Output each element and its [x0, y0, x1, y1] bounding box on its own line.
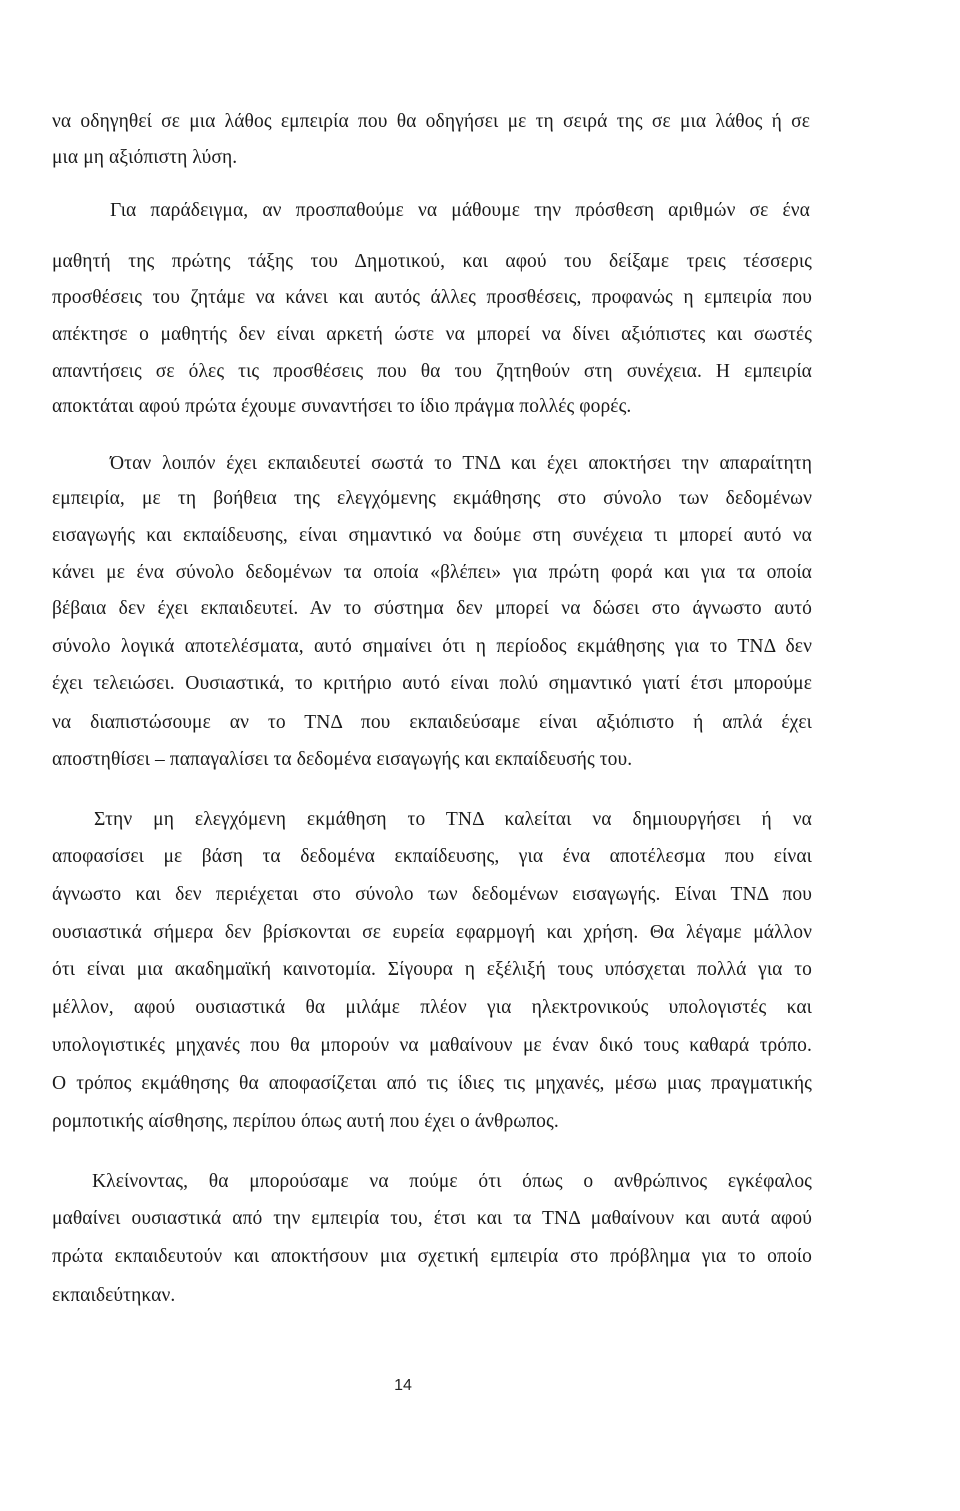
text-line: Στην μη ελεγχόμενη εκμάθηση το ΤΝΔ καλείται να δημιουργήσει ή να — [94, 809, 812, 830]
text-line: προσθέσεις του ζητάμε να κάνει και αυτός άλλες προσθέσεις, προφανώς η εμπειρία που — [52, 287, 812, 308]
text-line: αποστηθίσει – παπαγαλίσει τα δεδομένα εισαγωγής και εκπαίδευσής του. — [52, 749, 633, 770]
text-line: κάνει με ένα σύνολο δεδομένων τα οποία «βλέπει» για πρώτη φορά και για τα οποία — [52, 562, 812, 583]
text-line: μια μη αξιόπιστη λύση. — [52, 147, 238, 168]
text-line: Κλείνοντας, θα μπορούσαμε να πούμε ότι όπως ο ανθρώπινος εγκέφαλος — [92, 1171, 812, 1192]
page-number: 14 — [394, 1377, 412, 1394]
text-line: άγνωστο και δεν περιέχεται στο σύνολο των δεδομένων εισαγωγής. Είναι ΤΝΔ που — [52, 884, 812, 905]
text-line: να διαπιστώσουμε αν το ΤΝΔ που εκπαιδεύσαμε είναι αξιόπιστο ή απλά έχει — [52, 712, 812, 733]
text-line: υπολογιστικές μηχανές που θα μπορούν να μαθαίνουν με έναν δικό τους καθαρά τρόπο. — [52, 1035, 812, 1056]
text-line: εκπαιδεύτηκαν. — [52, 1285, 176, 1306]
text-line: Ο τρόπος εκμάθησης θα αποφασίζεται από τις ίδιες τις μηχανές, μέσω μιας πραγματικής — [52, 1073, 812, 1094]
text-line: εισαγωγής και εκπαίδευσης, είναι σημαντικό να δούμε στη συνέχεια τι μπορεί αυτό να — [52, 525, 812, 546]
text-line: ουσιαστικά σήμερα δεν βρίσκονται σε ευρεία εφαρμογή και χρήση. Θα λέγαμε μάλλον — [52, 922, 812, 943]
text-line: έχει τελειώσει. Ουσιαστικά, το κριτήριο αυτό είναι πολύ σημαντικό γιατί έτσι μπορούμε — [52, 673, 812, 694]
text-line: βέβαια δεν έχει εκπαιδευτεί. Αν το σύστημα δεν μπορεί να δώσει στο άγνωστο αυτό — [52, 598, 812, 619]
text-line: Όταν λοιπόν έχει εκπαιδευτεί σωστά το ΤΝΔ και έχει αποκτήσει την απαραίτητη — [110, 453, 812, 474]
text-line: μαθαίνει ουσιαστικά από την εμπειρία του, έτσι και τα ΤΝΔ μαθαίνουν και αυτά αφού — [52, 1208, 812, 1229]
text-line: σύνολο λογικά αποτελέσματα, αυτό σημαίνει ότι η περίοδος εκμάθησης για το ΤΝΔ δεν — [52, 636, 812, 657]
text-line: ρομποτικής αίσθησης, περίπου όπως αυτή που έχει ο άνθρωπος. — [52, 1111, 559, 1132]
text-line: να οδηγηθεί σε μια λάθος εμπειρία που θα οδηγήσει με τη σειρά της σε μια λάθος ή σε — [52, 111, 810, 132]
text-line: απέκτησε ο μαθητής δεν είναι αρκετή ώστε να μπορεί να δίνει αξιόπιστες και σωστές — [52, 324, 812, 345]
text-line: ότι είναι μια ακαδημαϊκή καινοτομία. Σίγουρα η εξέλιξή τους υπόσχεται πολλά για το — [52, 959, 812, 980]
text-line: απαντήσεις σε όλες τις προσθέσεις που θα του ζητηθούν στη συνέχεια. Η εμπειρία — [52, 361, 812, 382]
text-line: μέλλον, αφού ουσιαστικά θα μιλάμε πλέον για ηλεκτρονικούς υπολογιστές και — [52, 997, 812, 1018]
text-line: εμπειρία, με τη βοήθεια της ελεγχόμενης εκμάθησης στο σύνολο των δεδομένων — [52, 488, 812, 509]
text-line: πρώτα εκπαιδευτούν και αποκτήσουν μια σχετική εμπειρία στο πρόβλημα για το οποίο — [52, 1246, 812, 1267]
text-line: αποκτάται αφού πρώτα έχουμε συναντήσει το ίδιο πράγμα πολλές φορές. — [52, 396, 632, 417]
text-line: Για παράδειγμα, αν προσπαθούμε να μάθουμε την πρόσθεση αριθμών σε ένα — [110, 200, 810, 221]
text-line: μαθητή της πρώτης τάξης του Δημοτικού, και αφού του δείξαμε τρεις τέσσερις — [52, 251, 812, 272]
text-line: αποφασίσει με βάση τα δεδομένα εκπαίδευσης, για ένα αποτέλεσμα που είναι — [52, 846, 812, 867]
